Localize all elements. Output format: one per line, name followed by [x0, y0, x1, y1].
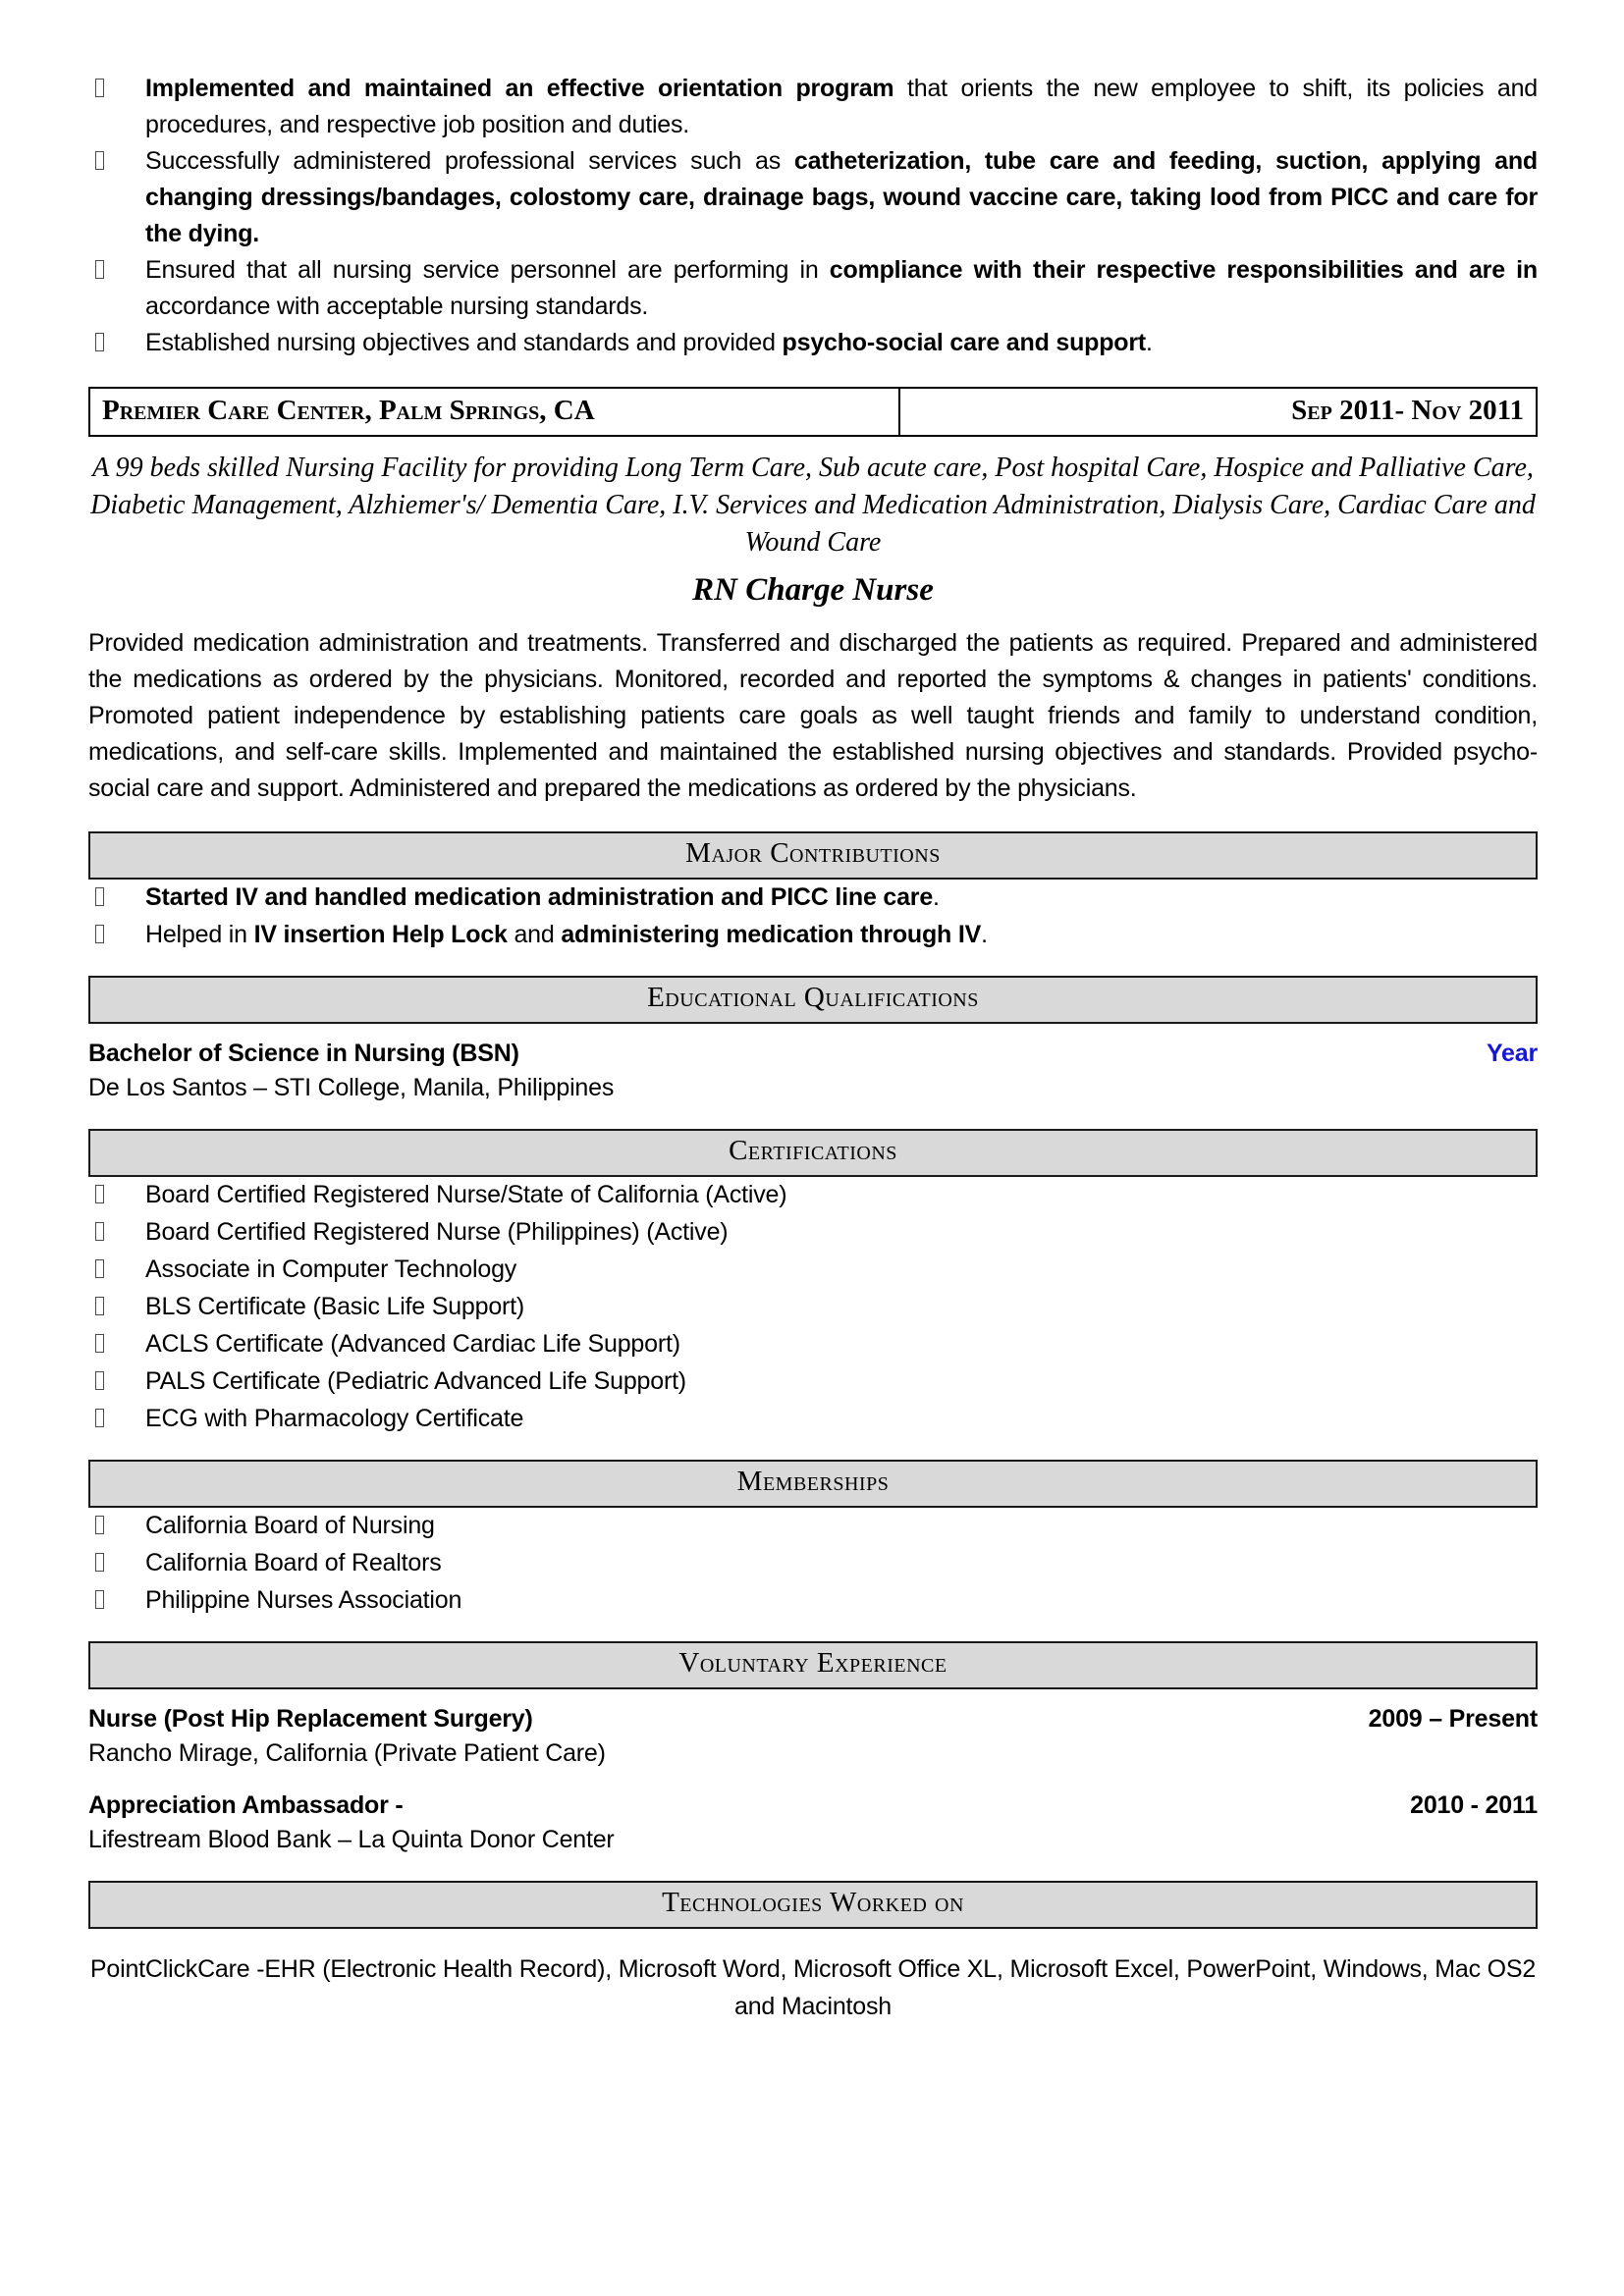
- bullet-icon: [95, 1553, 104, 1572]
- employer-dates-cell: Sep 2011- Nov 2011: [899, 388, 1537, 436]
- text-segment: Ensured that all nursing service personnel are performing in: [145, 256, 830, 284]
- list-item: [88, 880, 1538, 916]
- list-item: [88, 1289, 1538, 1325]
- list-item: [88, 325, 1538, 361]
- list-item: [88, 1508, 1538, 1544]
- bullet-icon: [95, 151, 104, 170]
- text-segment: and: [507, 921, 562, 948]
- bullet-icon: [95, 1185, 104, 1203]
- bullet-icon: [95, 333, 104, 351]
- bullet-icon: [95, 1222, 104, 1241]
- text-segment: Implemented and maintained an effective orientation program: [145, 75, 894, 102]
- job-title: RN Charge Nurse: [692, 572, 934, 608]
- certifications-list: [88, 1177, 1538, 1437]
- list-item-text: California Board of Realtors: [145, 1549, 442, 1576]
- bullet-icon: [95, 1590, 104, 1609]
- bullet-icon: [95, 925, 104, 943]
- section-header-certifications: Certifications: [88, 1129, 1538, 1177]
- bullet-icon: [95, 1259, 104, 1278]
- list-item-text: Philippine Nurses Association: [145, 1586, 462, 1614]
- text-segment: .: [981, 921, 988, 948]
- list-item-text: Board Certified Registered Nurse (Philippines) (Active): [145, 1218, 729, 1246]
- education-year-label: Year: [1486, 1040, 1538, 1067]
- text-segment: compliance with their respective responsibilities and are in: [829, 256, 1538, 284]
- bullet-icon: [95, 1371, 104, 1390]
- list-item-text: Associate in Computer Technology: [145, 1255, 517, 1283]
- voluntary-title: Nurse (Post Hip Replacement Surgery): [88, 1705, 533, 1733]
- major-contributions-list: [88, 880, 1538, 953]
- text-segment: Helped in: [145, 921, 254, 948]
- list-item: [88, 1326, 1538, 1362]
- voluntary-dates: 2010 - 2011: [1410, 1791, 1538, 1819]
- list-item: [88, 1177, 1538, 1213]
- section-header-voluntary-experience: Voluntary Experience: [88, 1641, 1538, 1689]
- list-item: [88, 1214, 1538, 1251]
- voluntary-entry: [88, 1705, 1538, 1772]
- bullet-icon: [95, 260, 104, 279]
- voluntary-title-row: [88, 1705, 1538, 1734]
- bullet-icon: [95, 1334, 104, 1353]
- list-item: [88, 71, 1538, 143]
- technologies-text: PointClickCare -EHR (Electronic Health Record), Microsoft Word, Microsoft Office XL, Microsoft Excel, PowerPoint, Windows, Mac OS2 and Macintosh: [89, 1955, 1537, 2020]
- text-segment: psycho-social care and support: [782, 329, 1147, 356]
- text-segment: Started IV and handled medication administration and PICC line care: [145, 883, 934, 911]
- list-item-text: Board Certified Registered Nurse/State of California (Active): [145, 1181, 787, 1208]
- education-title-row: [88, 1040, 1538, 1068]
- education-entry: [88, 1040, 1538, 1106]
- list-item-text: [145, 256, 1538, 320]
- list-item-text: [145, 921, 988, 948]
- text-segment: Successfully administered professional services such as: [145, 147, 794, 175]
- section-header-technologies: Technologies Worked on: [88, 1881, 1538, 1929]
- section-header-educational-qualifications: Educational Qualifications: [88, 976, 1538, 1024]
- list-item-text: [145, 329, 1153, 356]
- voluntary-subtitle: Lifestream Blood Bank – La Quinta Donor Center: [88, 1826, 615, 1853]
- list-item: [88, 1401, 1538, 1437]
- facility-description: A 99 beds skilled Nursing Facility for providing Long Term Care, Sub acute care, Post hospital Care, Hospice and Palliative Care, Diabetic Management, Alzhiemer's/ Dementia Care, I.V. Services and Medication Administration, Dialysis Care, Cardiac Care and Wound Care: [90, 453, 1536, 558]
- list-item-text: ACLS Certificate (Advanced Cardiac Life Support): [145, 1330, 680, 1358]
- list-item-text: [145, 883, 940, 911]
- list-item: [88, 252, 1538, 325]
- text-segment: .: [933, 883, 940, 911]
- list-item-text: BLS Certificate (Basic Life Support): [145, 1293, 525, 1320]
- list-item-text: [145, 75, 1538, 138]
- list-item-text: [145, 147, 1538, 247]
- bullet-icon: [95, 887, 104, 906]
- list-item: [88, 143, 1538, 252]
- employer-header-table: [88, 387, 1538, 437]
- voluntary-entry: [88, 1791, 1538, 1858]
- section-header-memberships: Memberships: [88, 1460, 1538, 1508]
- list-item: [88, 917, 1538, 953]
- job-summary-paragraph: Provided medication administration and treatments. Transferred and discharged the patients as required. Prepared and administered the medications as ordered by the physicians. Monitored, recorded and reported the symptoms & changes in patients' conditions. Promoted patient independence by establishing patients care goals as well taught friends and family to understand condition, medications, and self-care skills. Implemented and maintained the established nursing objectives and standards. Provided psycho-social care and support. Administered and prepared the medications as ordered by the physicians.: [88, 629, 1538, 802]
- text-segment: IV insertion Help Lock: [253, 921, 508, 948]
- experience-bullet-list: [88, 71, 1538, 361]
- education-school: De Los Santos – STI College, Manila, Philippines: [88, 1074, 615, 1101]
- bullet-icon: [95, 1516, 104, 1534]
- education-degree: Bachelor of Science in Nursing (BSN): [88, 1040, 519, 1067]
- list-item: [88, 1363, 1538, 1400]
- voluntary-title: Appreciation Ambassador -: [88, 1791, 404, 1819]
- list-item-text: California Board of Nursing: [145, 1512, 435, 1539]
- list-item-text: ECG with Pharmacology Certificate: [145, 1405, 524, 1432]
- bullet-icon: [95, 1409, 104, 1427]
- list-item-text: PALS Certificate (Pediatric Advanced Life Support): [145, 1367, 686, 1395]
- voluntary-subtitle: Rancho Mirage, California (Private Patient Care): [88, 1739, 606, 1767]
- text-segment: catheterization, tube care and feeding, suction, applying and changing dressings/bandages, colostomy care, drainage bags, wound vaccine care, taking lood from PICC and care for the dying.: [145, 147, 1538, 247]
- memberships-list: [88, 1508, 1538, 1619]
- text-segment: administering medication through IV: [561, 921, 982, 948]
- text-segment: .: [1146, 329, 1153, 356]
- bullet-icon: [95, 1297, 104, 1315]
- bullet-icon: [95, 79, 104, 97]
- list-item: [88, 1545, 1538, 1581]
- voluntary-dates: 2009 – Present: [1368, 1705, 1538, 1733]
- voluntary-title-row: [88, 1791, 1538, 1820]
- section-header-major-contributions: Major Contributions: [88, 831, 1538, 880]
- employer-header-row: [89, 388, 1537, 436]
- list-item: [88, 1252, 1538, 1288]
- text-segment: Established nursing objectives and standards and provided: [145, 329, 783, 356]
- employer-name-cell: Premier Care Center, Palm Springs, CA: [89, 388, 899, 436]
- text-segment: accordance with acceptable nursing standards.: [145, 293, 649, 320]
- text-segment: that orients the new employee to shift, its policies and procedures, and respective job position and duties.: [145, 75, 1538, 138]
- list-item: [88, 1582, 1538, 1619]
